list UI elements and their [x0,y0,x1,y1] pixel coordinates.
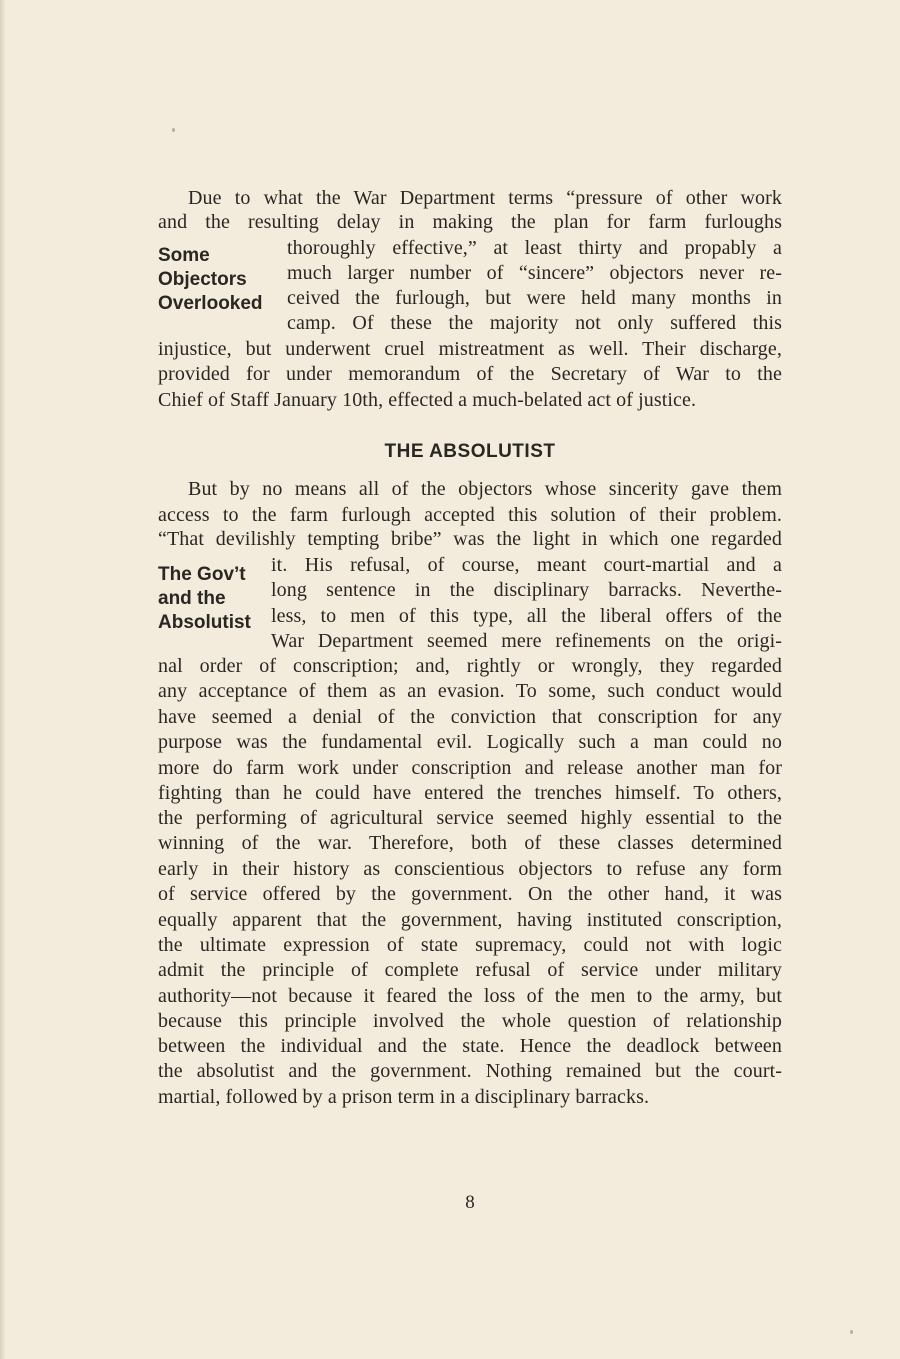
text-line: purpose was the fundamental evil. Logically such a man could no [158,731,782,753]
text-line: much larger number of “sincere” objectors never re- [287,262,782,284]
text-line: it. His refusal, of course, meant court-martial and a [271,554,782,576]
sidenote-line: Absolutist [158,612,251,633]
text-line: the performing of agricultural service seemed highly essential to the [158,807,782,829]
text-line: access to the farm furlough accepted this solution of their problem. [158,504,782,526]
text-line: camp. Of these the majority not only suffered this [287,312,782,334]
text-line: because this principle involved the whole question of relationship [158,1010,782,1032]
text-line: admit the principle of complete refusal of service under military [158,959,782,981]
text-line: nal order of conscription; and, rightly or wrongly, they regarded [158,655,782,677]
text-line: any acceptance of them as an evasion. To some, such conduct would [158,680,782,702]
sidenote-line: Objectors [158,269,247,290]
text-line: the absolutist and the government. Nothing remained but the court- [158,1060,782,1082]
sidenote-line: The Gov’t [158,564,246,585]
page-number: 8 [465,1192,475,1213]
text-line: long sentence in the disciplinary barracks. Neverthe- [271,579,782,601]
paper-speck [850,1330,853,1334]
text-line: equally apparent that the government, having instituted conscription, [158,909,782,931]
text-line: ceived the furlough, but were held many months in [287,287,782,309]
sidenote-govt-and-absolutist [158,563,251,635]
section-heading: THE ABSOLUTIST [384,441,556,462]
text-line: more do farm work under conscription and release another man for [158,757,782,779]
text-line: early in their history as conscientious objectors to refuse any form [158,858,782,880]
page-edge [0,0,6,1359]
text-line: Due to what the War Department terms “pressure of other work [188,187,782,209]
paper-speck [172,128,175,132]
text-line: “That devilishly tempting bribe” was the light in which one regarded [158,528,782,550]
text-line: between the individual and the state. Hence the deadlock between [158,1035,782,1057]
sidenote-line: Some [158,245,210,266]
sidenote-line: Overlooked [158,293,263,314]
sidenote-line: and the [158,588,226,609]
text-line: fighting than he could have entered the trenches himself. To others, [158,782,782,804]
text-line: provided for under memorandum of the Secretary of War to the [158,363,782,385]
text-line: of service offered by the government. On the other hand, it was [158,883,782,905]
text-line: authority—not because it feared the loss of the men to the army, but [158,985,782,1007]
text-line: winning of the war. Therefore, both of these classes determined [158,832,782,854]
sidenote-objectors-overlooked [158,244,263,316]
text-line: and the resulting delay in making the plan for farm furloughs [158,211,782,233]
text-line: injustice, but underwent cruel mistreatment as well. Their discharge, [158,338,782,360]
text-line: But by no means all of the objectors whose sincerity gave them [188,478,782,500]
text-line: War Department seemed mere refinements on the origi- [271,630,782,652]
text-line: less, to men of this type, all the liberal offers of the [271,605,782,627]
text-line: Chief of Staff January 10th, effected a much-belated act of justice. [158,389,697,411]
text-line: have seemed a denial of the conviction that conscription for any [158,706,782,728]
text-line: the ultimate expression of state supremacy, could not with logic [158,934,782,956]
text-line: martial, followed by a prison term in a disciplinary barracks. [158,1086,650,1108]
text-line: thoroughly effective,” at least thirty and propably a [287,237,782,259]
